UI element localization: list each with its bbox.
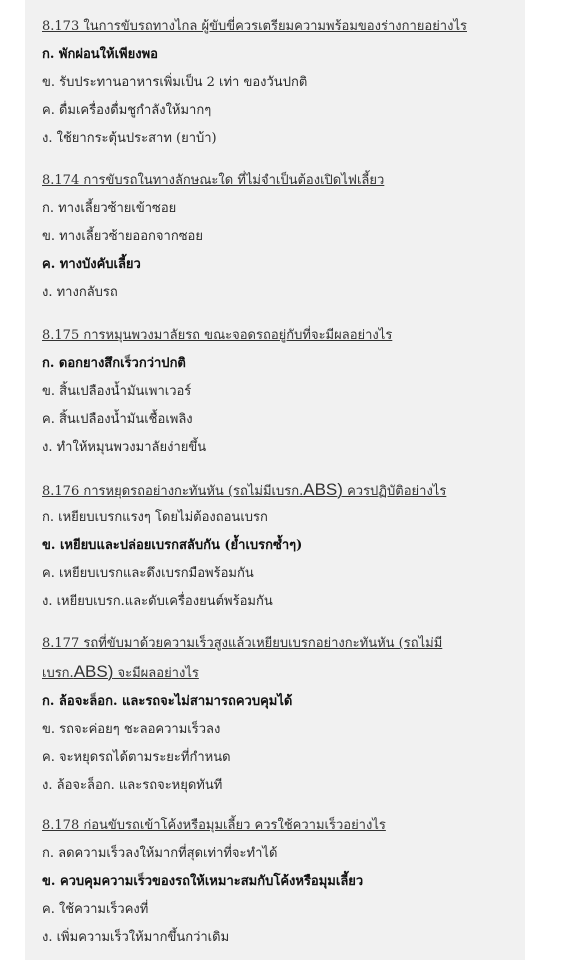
answer-option: ข. สิ้นเปลืองน้ำมันเพาเวอร์ (42, 384, 192, 399)
question-text-part: 8.176 การหยุดรถอย่างกะทันหัน (รถไม่มีเบรก. (42, 484, 304, 499)
answer-option: ก. เหยียบเบรกแรงๆ โดยไม่ต้องถอนเบรก (42, 510, 268, 525)
answer-option: ข. ทางเลี้ยวซ้ายออกจากซอย (42, 229, 203, 244)
answer-option: ข. รถจะค่อยๆ ชะลอความเร็วลง (42, 722, 221, 737)
question-block-8-175 (42, 322, 512, 462)
answer-option: ง. เพิ่มความเร็วให้มากขึ้นกว่าเดิม (42, 930, 230, 945)
answer-option: ข. ควบคุมความเร็วของรถให้เหมาะสมกับโค้งหรือมุมเลี้ยว (42, 874, 364, 889)
question-text (42, 630, 512, 688)
question-text: 8.175 การหมุนพวงมาลัยรถ ขณะจอดรถอยู่กับที่จะมีผลอย่างไร (42, 328, 393, 343)
question-block-8-178 (42, 812, 512, 952)
question-text: 8.174 การขับรถในทางลักษณะใด ที่ไม่จำเป็นต้องเปิดไฟเลี้ยว (42, 173, 385, 188)
question-text-part: ควรปฏิบัติอย่างไร (342, 484, 447, 499)
question-text: 8.178 ก่อนขับรถเข้าโค้งหรือมุมเลี้ยว ควรใช้ความเร็วอย่างไร (42, 818, 386, 833)
answer-option: ค. ทางบังคับเลี้ยว (42, 257, 141, 272)
abs-label: ABS) (303, 480, 343, 499)
answer-option: ข. เหยียบและปล่อยเบรกสลับกัน (ย้ำเบรกซ้ำๆ) (42, 538, 303, 553)
question-block-8-174 (42, 167, 512, 307)
answer-option: ง. ใช้ยากระตุ้นประสาท (ยาบ้า) (42, 131, 217, 146)
document-page (25, 0, 525, 960)
answer-option: ก. พักผ่อนให้เพียงพอ (42, 47, 158, 62)
answer-option: ก. ล้อจะล็อก. และรถจะไม่สามารถควบคุมได้ (42, 694, 293, 709)
answer-option: ง. เหยียบเบรก.และดับเครื่องยนต์พร้อมกัน (42, 594, 273, 609)
answer-option: ค. ใช้ความเร็วคงที่ (42, 902, 149, 917)
question-block-8-173 (42, 13, 512, 153)
question-text-part: 8.177 รถที่ขับมาด้วยความเร็วสูงแล้วเหยียบเบรกอย่างกะทันหัน (รถไม่มีเบรก. (42, 636, 443, 681)
answer-option: ค. สิ้นเปลืองน้ำมันเชื้อเพลิง (42, 412, 193, 427)
answer-option: ก. ดอกยางสึกเร็วกว่าปกติ (42, 356, 186, 371)
answer-option: ค. จะหยุดรถได้ตามระยะที่กำหนด (42, 750, 231, 765)
question-text: 8.173 ในการขับรถทางไกล ผู้ขับขี่ควรเตรียมความพร้อมของร่างกายอย่างไร (42, 19, 467, 34)
question-block-8-176 (42, 476, 512, 616)
question-text-part: จะมีผลอย่างไร (113, 666, 199, 681)
question-text (42, 476, 512, 504)
answer-option: ง. ทางกลับรถ (42, 285, 118, 300)
answer-option: ก. ทางเลี้ยวซ้ายเข้าซอย (42, 201, 177, 216)
question-block-8-177 (42, 630, 512, 800)
answer-option: ง. ล้อจะล็อก. และรถจะหยุดทันที (42, 778, 223, 793)
answer-option: ก. ลดความเร็วลงให้มากที่สุดเท่าที่จะทำได้ (42, 846, 278, 861)
answer-option: ข. รับประทานอาหารเพิ่มเป็น 2 เท่า ของวันปกติ (42, 75, 308, 90)
abs-label: ABS) (73, 662, 114, 681)
answer-option: ค. เหยียบเบรกและดึงเบรกมือพร้อมกัน (42, 566, 254, 581)
answer-option: ค. ดื่มเครื่องดื่มชูกำลังให้มากๆ (42, 103, 212, 118)
answer-option: ง. ทำให้หมุนพวงมาลัยง่ายขึ้น (42, 440, 207, 455)
